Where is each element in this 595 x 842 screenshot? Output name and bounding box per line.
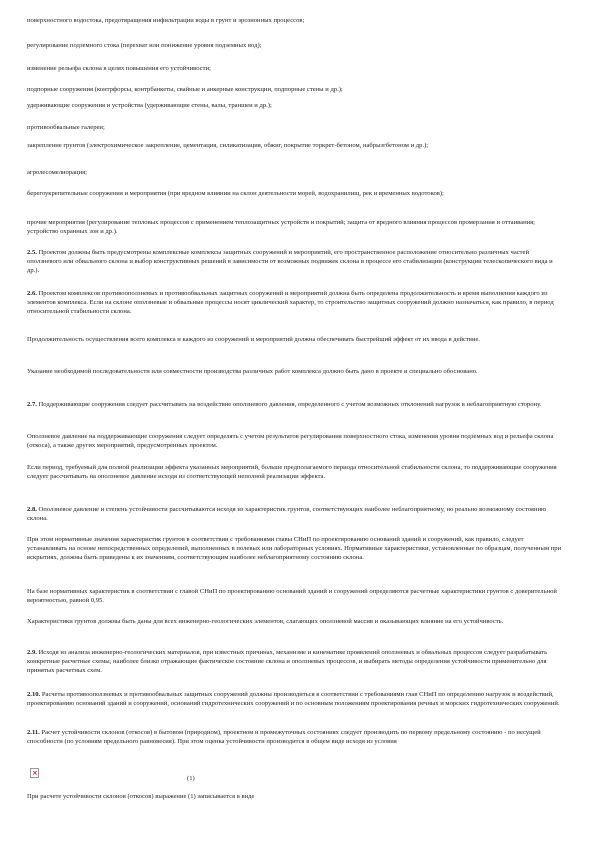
section-2-8: 2.8. Оползневое давление и степень устойчивости рассчитываются исходя из характеристик грунтов, соответствующих наиболее неблагоприятному, но реально возможному состоянию склона.	[27, 506, 546, 522]
paragraph: берегоукрепительные сооружения и мероприятия (при вредном влиянии на склон деятельности морей, водохранилищ, рек и временных водотоков);	[27, 190, 444, 197]
formula-number: (1)	[187, 775, 195, 782]
paragraph: Если период, требуемый для полной реализации эффекта указанных мероприятий, больше предполагаемого периода относительной стабильности склона, то поддерживающие сооружения следует рассчитывать на оползневое давление исходя из соответствующей неполной реализации эффекта.	[27, 464, 557, 480]
paragraph: При этом нормативные значения характеристик грунтов в соответствии с требованиями главы СНиП по проектированию оснований зданий и сооружений, как правило, следует устанавливать на основе непосредственных определений, выполненных в полевых или лабораторных условиях. Нормативные характеристики, установленные по образцам, полученным при вскрытиях, должны быть приведены к их значениям, соответствующим наиболее неблагоприятному состоянию склона.	[27, 536, 562, 561]
paragraph: Указание необходимой последовательности или совместности производства различных работ комплекса должно быть дано в проекте и специально обосновано.	[27, 368, 478, 375]
paragraph: Продолжительность осуществления всего комплекса и каждого из сооружений и мероприятий должна обеспечивать быстрейший эффект от их ввода в действие.	[27, 336, 481, 343]
paragraph: поверхностного водостока, предотвращения инфильтрации воды в грунт и эрозионных процессов;	[27, 17, 305, 24]
paragraph: прочие мероприятия (регулирование тепловых процессов с применением теплозащитных устройств и покрытий; защита от вредного влияния процессов промерзания и оттаивания; устройство охранных зон и др.).	[27, 219, 536, 235]
paragraph: удерживающие сооружения и устройства (удерживающие стены, валы, траншеи и др.);	[27, 102, 272, 109]
section-2-11: 2.11. Расчет устойчивости склонов (откосов) в бытовом (природном), проектном и промежуточных состояниях следует производить по первому предельному состоянию - по несущей способности (по условиям предельного равновесия). При этом оценка устойчивости производится в общем виде исходя из условия	[27, 729, 541, 745]
paragraph: регулирование подземного стока (перехват или понижение уровня подземных вод);	[27, 42, 262, 49]
paragraph: изменение рельефа склона в целях повышения его устойчивости;	[27, 65, 211, 72]
paragraph: подпорные сооружения (контрфорсы, контрбанкеты, свайные и анкерные конструкции, подпорные стены и др.);	[27, 86, 343, 93]
section-2-9: 2.9. Исходя из анализа инженерно-геологических материалов, при известных причинах, механизме и кинематике проявлений оползневых и обвальных процессов следует разрабатывать конкретные расчетные схемы, наиболее близко отражающие фактическое состояние склона и оползневых процессов, и выбирать методы определения устойчивости применительно для принятых расчетных схем.	[27, 649, 548, 674]
section-2-10: 2.10. Расчеты противооползневых и противообвальных защитных сооружений должны производиться в соответствии с требованиями глав СНиП по определению нагрузок и воздействий, проектированию оснований зданий и сооружений, оснований гидротехнических сооружений и по основным положениям проектирования речных и морских гидротехнических сооружений.	[27, 691, 560, 707]
paragraph: Оползневое давление на поддерживающие сооружения следует определять с учетом результатов регулирования поверхностного стока, изменения уровня подземных вод и рельефа склона (откоса), а также других мероприятий, предусмотренных проектом.	[27, 433, 554, 449]
paragraph: закрепление грунтов (электрохимическое закрепление, цементация, силикатизация, обжиг, покрытие торкрет-бетоном, набрызгбетоном и др.);	[27, 142, 429, 149]
footer-paragraph: При расчете устойчивости склонов (откосов) выражение (1) записывается в виде	[27, 793, 255, 800]
paragraph: противообвальные галереи;	[27, 124, 105, 131]
section-2-6: 2.6. Проектом комплексов противооползневых и противообвальных защитных сооружений и мероприятий должна быть определена продолжительность и время выполнения каждого из элементов комплекса. Если на склоне оползневые и обвальные процессы носят циклический характер, то строительство защитных сооружений должно назначаться, как правило, в период относительной стабильности склона.	[27, 290, 554, 315]
broken-image-icon: ×	[32, 769, 38, 777]
formula-1	[27, 768, 327, 782]
paragraph: На базе нормативных характеристик в соответствии с главой СНиП по проектированию оснований зданий и сооружений определяются расчетные характеристики грунтов с доверительной вероятностью, равной 0,95.	[27, 588, 557, 604]
paragraph: агролесомелиорация;	[27, 169, 87, 176]
paragraph: Характеристики грунтов должны быть даны для всех инженерно-геологических элементов, слагающих оползневой массив и оказывающих влияние на его устойчивость.	[27, 618, 504, 625]
section-2-7: 2.7. Поддерживающие сооружения следует рассчитывать на воздействие оползневого давления, определенного с учетом возможных отклонений нагрузок в неблагоприятную сторону.	[27, 401, 542, 408]
section-2-5: 2.5. Проектом должны быть предусмотрены комплексные комплексы защитных сооружений и мероприятий, его пространственное расположение относительно различных частей оползневого или обвального склона и выбор конструктивных решений в зависимости от возможных подвижек склона в процессе его стабилизации (конструкции телескопического вида и др.).	[27, 249, 553, 274]
